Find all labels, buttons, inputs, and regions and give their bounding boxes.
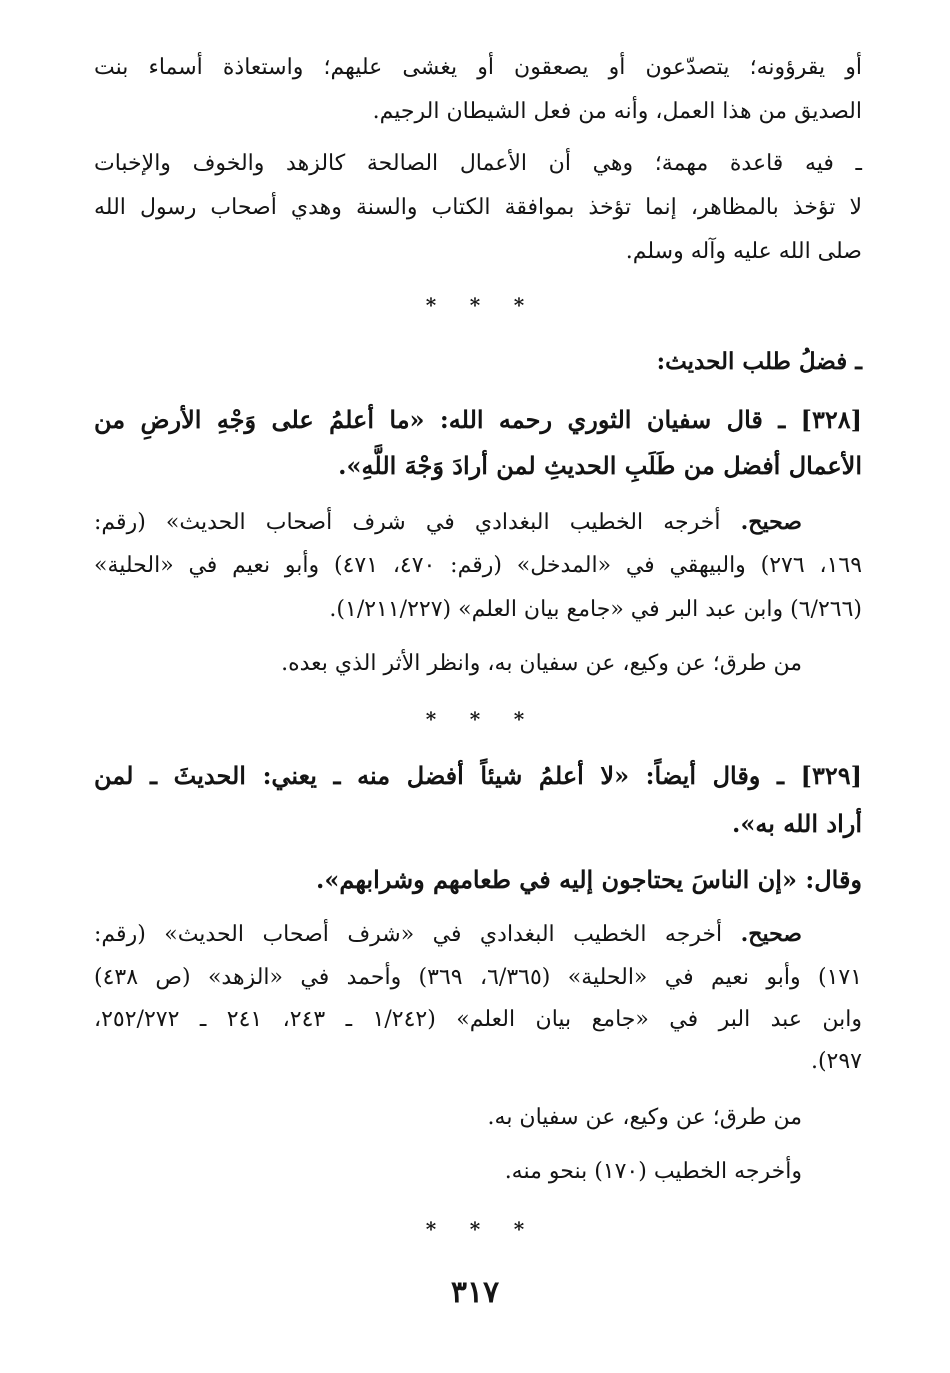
takhrij-329-line-3: وابن عبد البر في «جامع بيان العلم» (١/٢٤٢ ـ ٢٤٣، ٢٤١ ـ ٢٥٢/٢٧٢، [94,1007,863,1032]
separator-stars [0,1214,950,1244]
grade-label: صحيح. [740,921,802,947]
separator-stars [0,704,950,734]
takhrij-328-line-2: ١٦٩، ٢٧٦) والبيهقي في «المدخل» (رقم: ٤٧٠، ٤٧١) وأبو نعيم في «الحلية» [94,553,863,578]
takhrij-328-text-1: أخرجه الخطيب البغدادي في شرف أصحاب الحديث» (رقم: [94,510,721,535]
rule-line-2: لا تؤخذ بالمظاهر، إنما تؤخذ بموافقة الكتاب والسنة وهدي أصحاب رسول الله [94,195,862,220]
takhrij-329-text-1: أخرجه الخطيب البغدادي في «شرف أصحاب الحديث» (رقم: [94,922,723,947]
star-mark: * [469,707,481,731]
narration-328-line-1: [٣٢٨] ـ قال سفيان الثوري رحمه الله: «ما أعلمُ على وَجْهِ الأرضِ من [94,405,862,434]
takhrij-329-line-4: ٢٩٧). [810,1049,862,1074]
star-mark: * [425,293,437,317]
takhrij-328-line-1 [94,504,862,540]
star-mark: * [469,1217,481,1241]
star-mark: * [513,707,525,731]
narration-328-line-2: الأعمال أفضل من طَلَبِ الحديثِ لمن أرادَ وَجْهَ اللَّهِ». [338,451,862,480]
takhrij-329-line-2: ١٧١) وأبو نعيم في «الحلية» (٦/٣٦٥، ٣٦٩) وأحمد في «الزهد» (ص ٤٣٨) [94,965,863,990]
star-mark: * [513,293,525,317]
takhrij-329-line-1 [94,916,862,952]
section-heading: ـ فضلُ طلب الحديث: [656,348,862,375]
intro-line-2: الصديق من هذا العمل، وأنه من فعل الشيطان الرجيم. [372,99,862,124]
rule-line-1: ـ فيه قاعدة مهمة؛ وهي أن الأعمال الصالحة كالزهد والخوف والإخبات [94,151,862,176]
page-number: ٣١٧ [450,1275,500,1310]
takhrij-329-line-5 [94,1100,862,1136]
star-mark: * [425,1217,437,1241]
rule-line-3: صلى الله عليه وآله وسلم. [625,239,862,264]
narration-329-line-1: [٣٢٩] ـ وقال أيضاً: «لا أعلمُ شيئاً أفضل منه ـ يعني: الحديثَ ـ لمن [94,761,862,790]
star-mark: * [469,293,481,317]
separator-stars [0,290,950,320]
grade-label: صحيح. [740,509,802,535]
takhrij-329-text-5: من طرق؛ عن وكيع، عن سفيان به. [487,1105,802,1130]
narration-329-line-3: وقال: «إن الناسَ يحتاجون إليه في طعامهم وشرابهم». [316,865,862,894]
takhrij-328-line-4 [94,646,862,682]
takhrij-329-text-6: وأخرجه الخطيب (١٧٠) بنحو منه. [504,1159,802,1184]
star-mark: * [513,1217,525,1241]
takhrij-328-line-3: (٦/٢٦٦) وابن عبد البر في «جامع بيان العلم» (١/٢١١/٢٢٧). [329,597,862,622]
narration-329-line-2: أراد الله به». [731,809,862,838]
intro-line-1: أو يقرؤونه؛ يتصدّعون أو يصعقون أو يغشى عليهم؛ واستعاذة أسماء بنت [94,55,862,80]
star-mark: * [425,707,437,731]
takhrij-328-text-4: من طرق؛ عن وكيع، عن سفيان به، وانظر الأثر الذي بعده. [281,651,802,676]
takhrij-329-line-6 [94,1154,862,1190]
